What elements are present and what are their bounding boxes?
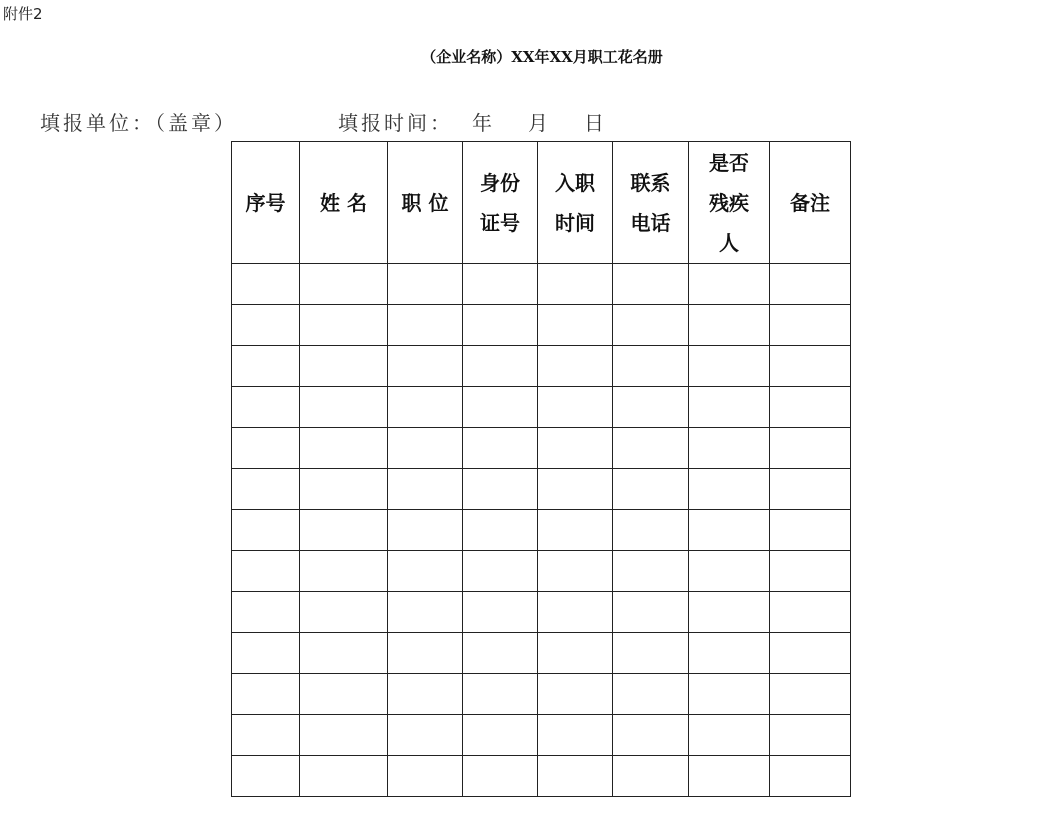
cell-remarks bbox=[770, 756, 851, 797]
cell-name bbox=[300, 592, 388, 633]
cell-position bbox=[388, 633, 463, 674]
cell-disabled bbox=[689, 264, 770, 305]
header-name: 姓 名 bbox=[300, 142, 388, 264]
table-row bbox=[232, 387, 851, 428]
cell-remarks bbox=[770, 346, 851, 387]
cell-phone bbox=[613, 305, 689, 346]
cell-name bbox=[300, 346, 388, 387]
cell-hire-date bbox=[538, 674, 613, 715]
cell-serial-number bbox=[232, 674, 300, 715]
cell-disabled bbox=[689, 510, 770, 551]
cell-serial-number bbox=[232, 469, 300, 510]
cell-id-number bbox=[463, 756, 538, 797]
cell-serial-number bbox=[232, 346, 300, 387]
table-row bbox=[232, 346, 851, 387]
cell-serial-number bbox=[232, 428, 300, 469]
cell-position bbox=[388, 305, 463, 346]
cell-id-number bbox=[463, 715, 538, 756]
fill-time-label: 填报时间： bbox=[338, 111, 453, 135]
cell-phone bbox=[613, 715, 689, 756]
cell-remarks bbox=[770, 387, 851, 428]
cell-remarks bbox=[770, 633, 851, 674]
cell-id-number bbox=[463, 305, 538, 346]
cell-id-number bbox=[463, 633, 538, 674]
cell-position bbox=[388, 346, 463, 387]
cell-disabled bbox=[689, 551, 770, 592]
cell-remarks bbox=[770, 428, 851, 469]
fill-day-label: 日 bbox=[584, 111, 607, 135]
cell-id-number bbox=[463, 264, 538, 305]
cell-disabled bbox=[689, 346, 770, 387]
cell-id-number bbox=[463, 551, 538, 592]
table-row bbox=[232, 674, 851, 715]
cell-disabled bbox=[689, 756, 770, 797]
header-hire-date: 入职 时间 bbox=[538, 142, 613, 264]
cell-serial-number bbox=[232, 510, 300, 551]
cell-name bbox=[300, 387, 388, 428]
cell-remarks bbox=[770, 592, 851, 633]
header-id-number: 身份 证号 bbox=[463, 142, 538, 264]
cell-name bbox=[300, 264, 388, 305]
table-row bbox=[232, 756, 851, 797]
cell-disabled bbox=[689, 305, 770, 346]
cell-phone bbox=[613, 756, 689, 797]
cell-disabled bbox=[689, 674, 770, 715]
table-row bbox=[232, 305, 851, 346]
header-phone: 联系 电话 bbox=[613, 142, 689, 264]
cell-position bbox=[388, 264, 463, 305]
header-serial-number: 序号 bbox=[232, 142, 300, 264]
cell-id-number bbox=[463, 510, 538, 551]
cell-hire-date bbox=[538, 264, 613, 305]
cell-phone bbox=[613, 469, 689, 510]
document-title: （企业名称）XX年XX月职工花名册 bbox=[421, 48, 663, 66]
cell-hire-date bbox=[538, 428, 613, 469]
cell-phone bbox=[613, 387, 689, 428]
cell-position bbox=[388, 592, 463, 633]
cell-disabled bbox=[689, 715, 770, 756]
cell-disabled bbox=[689, 387, 770, 428]
cell-serial-number bbox=[232, 551, 300, 592]
cell-phone bbox=[613, 346, 689, 387]
cell-hire-date bbox=[538, 469, 613, 510]
cell-hire-date bbox=[538, 510, 613, 551]
cell-disabled bbox=[689, 428, 770, 469]
cell-hire-date bbox=[538, 633, 613, 674]
cell-name bbox=[300, 469, 388, 510]
cell-id-number bbox=[463, 428, 538, 469]
cell-phone bbox=[613, 633, 689, 674]
fill-unit-label: 填报单位：（盖章） bbox=[40, 111, 237, 135]
cell-position bbox=[388, 674, 463, 715]
table-row bbox=[232, 592, 851, 633]
cell-hire-date bbox=[538, 756, 613, 797]
cell-disabled bbox=[689, 633, 770, 674]
attachment-label: 附件2 bbox=[3, 5, 43, 23]
cell-position bbox=[388, 510, 463, 551]
cell-hire-date bbox=[538, 387, 613, 428]
cell-serial-number bbox=[232, 633, 300, 674]
cell-remarks bbox=[770, 674, 851, 715]
roster-body bbox=[232, 264, 851, 797]
table-row bbox=[232, 428, 851, 469]
cell-remarks bbox=[770, 551, 851, 592]
table-row bbox=[232, 551, 851, 592]
table-row bbox=[232, 633, 851, 674]
cell-remarks bbox=[770, 510, 851, 551]
cell-hire-date bbox=[538, 551, 613, 592]
cell-hire-date bbox=[538, 305, 613, 346]
header-remarks: 备注 bbox=[770, 142, 851, 264]
fill-year-label: 年 bbox=[472, 111, 495, 135]
cell-name bbox=[300, 428, 388, 469]
cell-serial-number bbox=[232, 756, 300, 797]
table-row bbox=[232, 715, 851, 756]
header-row bbox=[232, 142, 851, 264]
employee-roster-table bbox=[231, 141, 851, 797]
cell-position bbox=[388, 715, 463, 756]
cell-name bbox=[300, 551, 388, 592]
cell-serial-number bbox=[232, 592, 300, 633]
fill-month-label: 月 bbox=[528, 111, 551, 135]
cell-name bbox=[300, 715, 388, 756]
table-row bbox=[232, 510, 851, 551]
cell-id-number bbox=[463, 469, 538, 510]
cell-hire-date bbox=[538, 346, 613, 387]
cell-position bbox=[388, 428, 463, 469]
cell-phone bbox=[613, 510, 689, 551]
cell-phone bbox=[613, 264, 689, 305]
cell-position bbox=[388, 469, 463, 510]
cell-position bbox=[388, 387, 463, 428]
cell-phone bbox=[613, 551, 689, 592]
cell-remarks bbox=[770, 305, 851, 346]
cell-hire-date bbox=[538, 715, 613, 756]
cell-id-number bbox=[463, 387, 538, 428]
cell-remarks bbox=[770, 715, 851, 756]
cell-name bbox=[300, 674, 388, 715]
cell-remarks bbox=[770, 264, 851, 305]
cell-name bbox=[300, 305, 388, 346]
cell-name bbox=[300, 633, 388, 674]
table-row bbox=[232, 469, 851, 510]
table-row bbox=[232, 264, 851, 305]
header-position: 职 位 bbox=[388, 142, 463, 264]
cell-serial-number bbox=[232, 387, 300, 428]
cell-disabled bbox=[689, 469, 770, 510]
cell-hire-date bbox=[538, 592, 613, 633]
cell-id-number bbox=[463, 346, 538, 387]
cell-id-number bbox=[463, 592, 538, 633]
cell-phone bbox=[613, 428, 689, 469]
cell-remarks bbox=[770, 469, 851, 510]
cell-serial-number bbox=[232, 305, 300, 346]
cell-serial-number bbox=[232, 715, 300, 756]
cell-phone bbox=[613, 674, 689, 715]
cell-id-number bbox=[463, 674, 538, 715]
header-disabled: 是否 残疾 人 bbox=[689, 142, 770, 264]
cell-position bbox=[388, 551, 463, 592]
cell-name bbox=[300, 756, 388, 797]
cell-serial-number bbox=[232, 264, 300, 305]
cell-name bbox=[300, 510, 388, 551]
cell-position bbox=[388, 756, 463, 797]
cell-phone bbox=[613, 592, 689, 633]
cell-disabled bbox=[689, 592, 770, 633]
